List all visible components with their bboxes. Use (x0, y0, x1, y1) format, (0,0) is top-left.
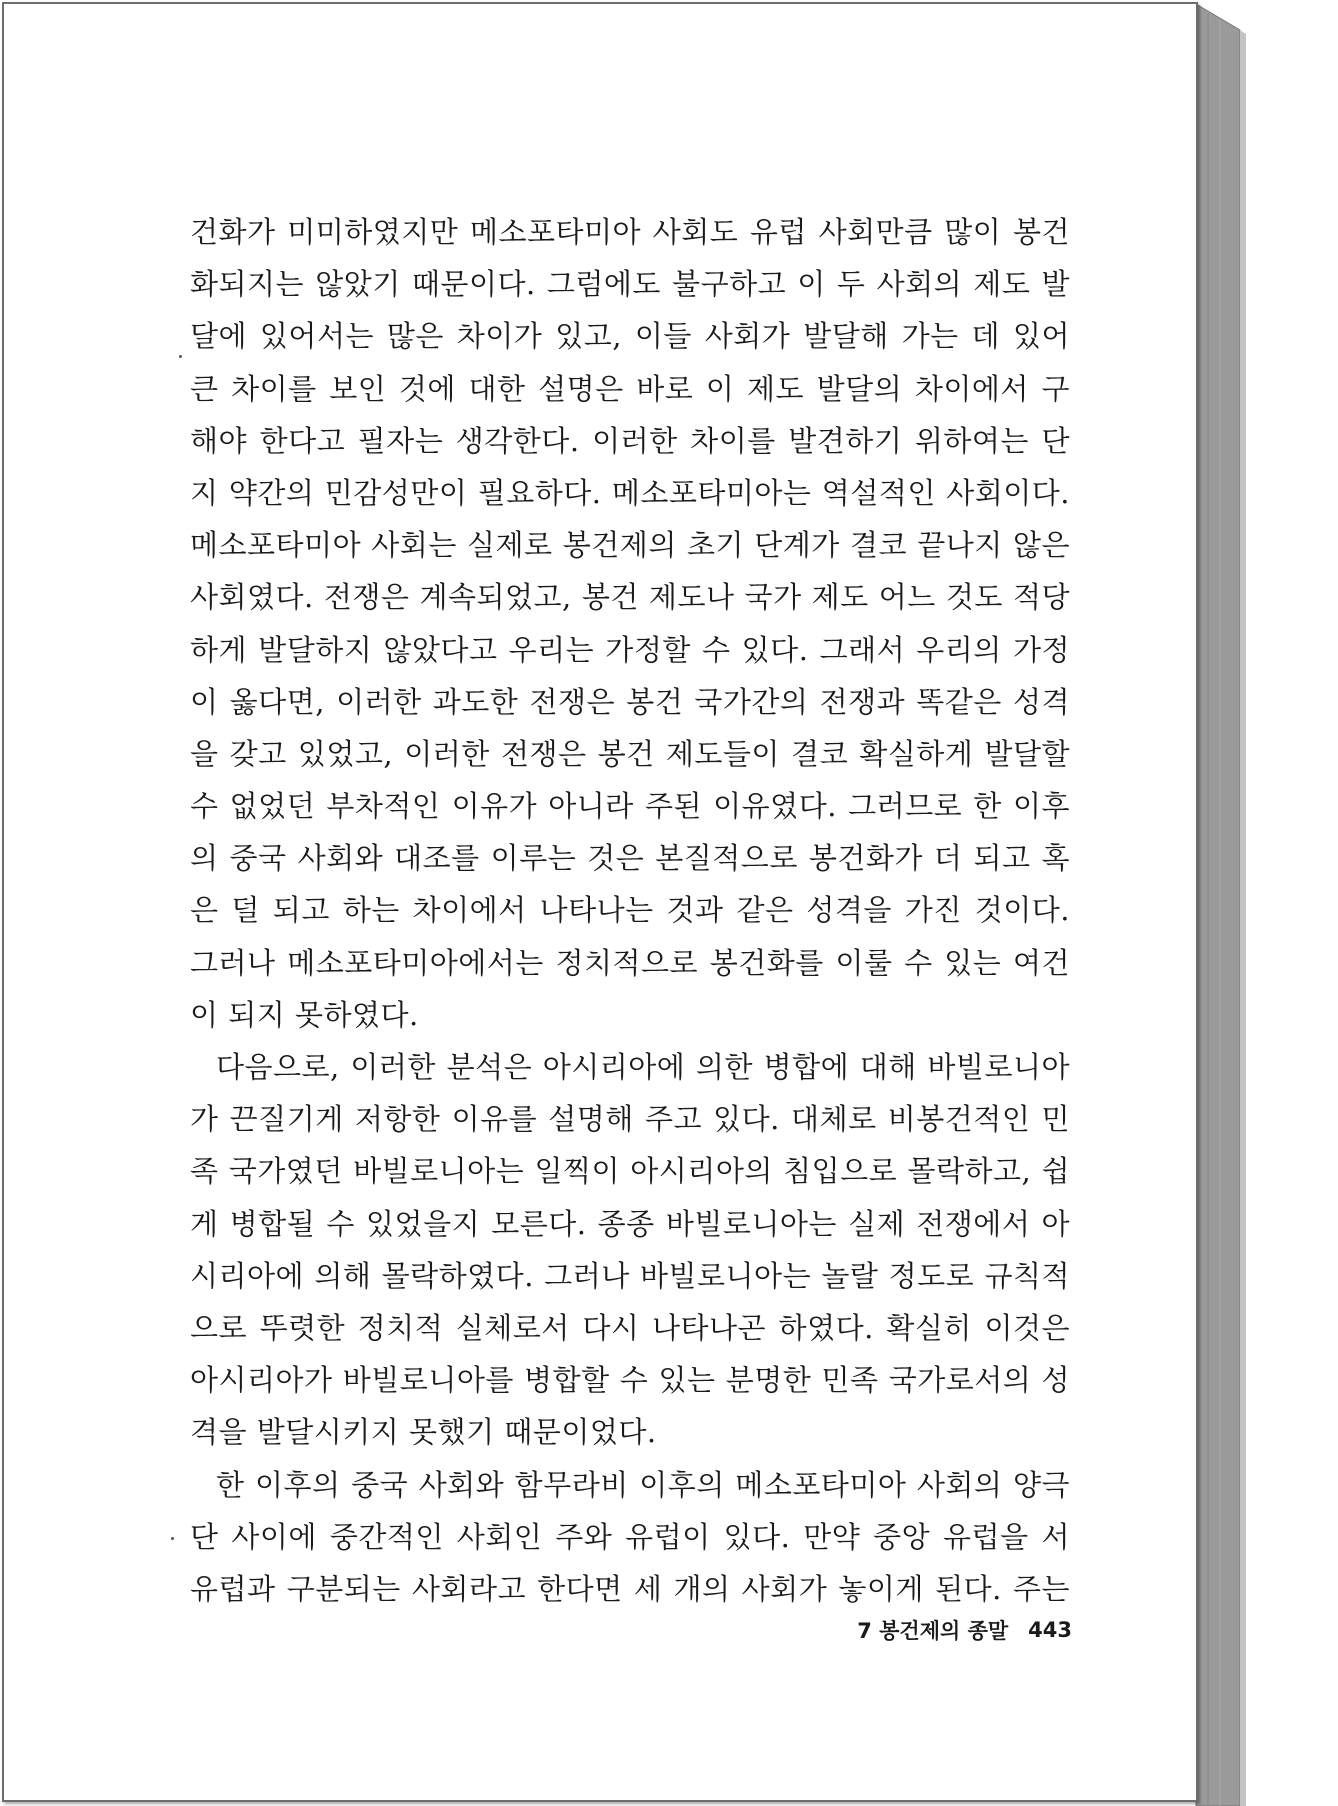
text-line: 건화가 미미하였지만 메소포타미아 사회도 유럽 사회만큼 많이 봉건 (190, 215, 1070, 249)
text-line: 하게 발달하지 않았다고 우리는 가정할 수 있다. 그래서 우리의 가정 (190, 632, 1070, 667)
text-line: 수 없었던 부차적인 이유가 아니라 주된 이유였다. 그러므로 한 이후 (190, 789, 1070, 824)
paragraph-2 (190, 1041, 1070, 1459)
text-line: 시리아에 의해 몰락하였다. 그러나 바빌로니아는 놀랄 정도로 규칙적 (190, 1258, 1070, 1293)
text-line: 달에 있어서는 많은 차이가 있고, 이들 사회가 발달해 가는 데 있어 (190, 319, 1070, 354)
text-line: 격을 발달시키지 못했기 때문이었다. (190, 1415, 657, 1450)
text-line: 한 이후의 중국 사회와 함무라비 이후의 메소포타미아 사회의 양극 (216, 1467, 1070, 1502)
text-line: 단 사이에 중간적인 사회인 주와 유럽이 있다. 만약 중앙 유럽을 서 (190, 1519, 1070, 1554)
text-line: 해야 한다고 필자는 생각한다. 이러한 차이를 발견하기 위하여는 단 (190, 423, 1070, 458)
text-line: 그러나 메소포타미아에서는 정치적으로 봉건화를 이룰 수 있는 여건 (190, 945, 1070, 980)
text-line: 의 중국 사회와 대조를 이루는 것은 본질적으로 봉건화가 더 되고 혹 (190, 841, 1070, 876)
scan-speck (171, 1537, 174, 1540)
text-line: 이 옳다면, 이러한 과도한 전쟁은 봉건 국가간의 전쟁과 똑같은 성격 (190, 684, 1070, 719)
paragraph-3 (190, 1459, 1070, 1616)
text-line: 큰 차이를 보인 것에 대한 설명은 바로 이 제도 발달의 차이에서 구 (190, 371, 1070, 406)
text-line: 지 약간의 민감성만이 필요하다. 메소포타미아는 역설적인 사회이다. (190, 475, 1070, 510)
text-line: 화되지는 않았기 때문이다. 그럼에도 불구하고 이 두 사회의 제도 발 (190, 267, 1070, 302)
paragraph-1 (190, 206, 1070, 1041)
text-line: 다음으로, 이러한 분석은 아시리아에 의한 병합에 대해 바빌로니아 (216, 1050, 1070, 1084)
text-line: 메소포타미아 사회는 실제로 봉건제의 초기 단계가 결코 끝나지 않은 (190, 528, 1070, 563)
text-line: 사회였다. 전쟁은 계속되었고, 봉건 제도나 국가 제도 어느 것도 적당 (190, 580, 1070, 615)
text-line: 아시리아가 바빌로니아를 병합할 수 있는 분명한 민족 국가로서의 성 (190, 1363, 1070, 1398)
text-line: 가 끈질기게 저항한 이유를 설명해 주고 있다. 대체로 비봉건적인 민 (190, 1102, 1070, 1137)
text-line: 이 되지 못하였다. (190, 997, 419, 1032)
text-line: 족 국가였던 바빌로니아는 일찍이 아시리아의 침입으로 몰락하고, 쉽 (190, 1154, 1070, 1189)
text-line: 은 덜 되고 하는 차이에서 나타나는 것과 같은 성격을 가진 것이다. (190, 893, 1070, 928)
text-line: 으로 뚜렷한 정치적 실체로서 다시 나타나곤 하였다. 확실히 이것은 (190, 1310, 1070, 1345)
text-line: 게 병합될 수 있었을지 모른다. 종종 바빌로니아는 실제 전쟁에서 아 (190, 1206, 1070, 1241)
text-line: 을 갖고 있었고, 이러한 전쟁은 봉건 제도들이 결코 확실하게 발달할 (190, 736, 1070, 771)
scan-speck (179, 355, 182, 358)
text-line: 유럽과 구분되는 사회라고 한다면 세 개의 사회가 놓이게 된다. 주는 (190, 1571, 1070, 1606)
running-chapter-title: 7 봉건제의 종말 (857, 1619, 1009, 1643)
body-text (190, 206, 1070, 1615)
page-footer (826, 1612, 1072, 1648)
page-number: 443 (1028, 1618, 1072, 1642)
